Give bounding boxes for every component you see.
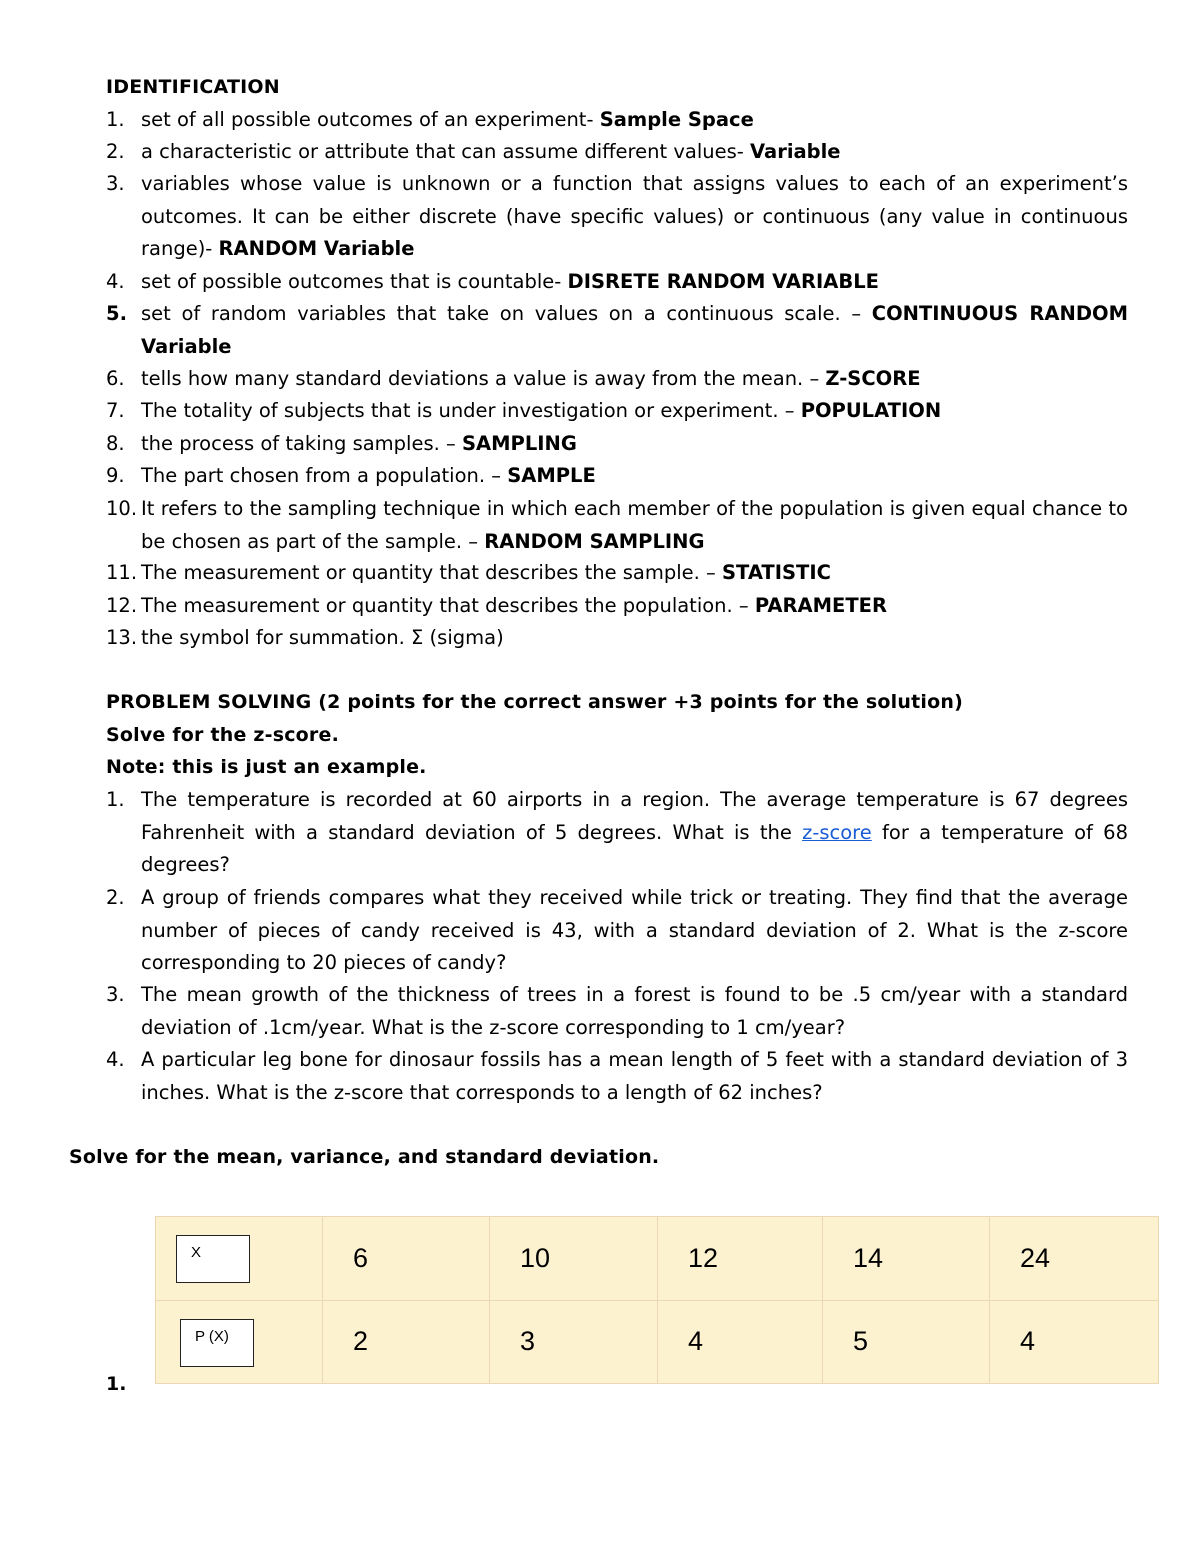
list-item (106, 136, 1128, 169)
list-item (106, 298, 1128, 363)
probability-distribution-table (155, 1216, 1159, 1384)
item-text: The part chosen from a population. – (141, 464, 508, 487)
item-number: 9. (106, 464, 125, 487)
list-item (106, 590, 1128, 623)
distribution-item-number: 1. (106, 1373, 127, 1395)
item-answer: RANDOM SAMPLING (484, 529, 705, 553)
item-answer: PARAMETER (754, 594, 887, 617)
item-text: the process of taking samples. – (141, 432, 462, 455)
list-item (106, 460, 1128, 493)
item-answer: POPULATION (800, 399, 942, 422)
problem-solving-heading: PROBLEM SOLVING (2 points for the correct answer +3 points for the solution) (106, 691, 963, 713)
table-cell: 24 (990, 1217, 1159, 1301)
item-number: 7. (106, 399, 125, 422)
table-cell: 5 (823, 1300, 990, 1384)
identification-heading: IDENTIFICATION (106, 76, 280, 98)
list-item (106, 266, 1128, 299)
px-label-box: P (X) (180, 1319, 254, 1367)
list-item (106, 557, 1128, 590)
item-text: a characteristic or attribute that can assume different values- (141, 140, 751, 163)
table-cell (156, 1300, 323, 1384)
problem-item (106, 1044, 1128, 1109)
problem-item (106, 882, 1128, 980)
item-number: 10. (106, 497, 138, 520)
item-answer: STATISTIC (722, 561, 831, 584)
item-number: 12. (106, 594, 138, 617)
table-cell: 3 (490, 1300, 658, 1384)
item-answer: DISRETE RANDOM VARIABLE (567, 270, 879, 293)
distribution-heading: Solve for the mean, variance, and standard deviation. (69, 1146, 660, 1168)
table-cell: 2 (323, 1300, 490, 1384)
item-text: The measurement or quantity that describes the sample. – (141, 561, 723, 584)
table-cell: 10 (490, 1217, 658, 1301)
table-cell: 4 (658, 1300, 823, 1384)
item-number: 13. (106, 626, 138, 649)
item-text: The measurement or quantity that describes the population. – (141, 594, 755, 617)
item-text: variables whose value is unknown or a function that assigns values to each of an experiment’s outcomes. It can be either discrete (have specific values) or continuous (any value in continuous range)- (141, 172, 1128, 260)
item-answer: SAMPLING (461, 432, 577, 455)
item-text: tells how many standard deviations a value is away from the mean. – (141, 367, 826, 390)
item-number: 6. (106, 367, 125, 390)
item-answer: SAMPLE (507, 464, 596, 487)
item-answer: Sample Space (599, 108, 754, 131)
item-number: 1. (106, 108, 125, 131)
item-answer: Variable (750, 140, 841, 163)
item-text: set of all possible outcomes of an experiment- (141, 108, 600, 131)
table-row (156, 1217, 1159, 1301)
item-text: set of random variables that take on values on a continuous scale. – (141, 302, 872, 325)
list-item (106, 168, 1128, 266)
x-label-box: X (176, 1235, 250, 1283)
problem-item (106, 979, 1128, 1044)
problem-text: The temperature is recorded at 60 airports in a region. The average temperature is 67 degrees Fahrenheit with a standard deviation of 5 degrees. What is the (141, 788, 1128, 844)
problem-text: A particular leg bone for dinosaur fossils has a mean length of 5 feet with a standard deviation of 3 inches. What is the z-score that corresponds to a length of 62 inches? (141, 1048, 1128, 1104)
problem-number: 2. (106, 886, 125, 909)
list-item (106, 428, 1128, 461)
z-score-link[interactable]: z-score (802, 820, 872, 844)
item-number: 2. (106, 140, 125, 163)
table-cell: 4 (990, 1300, 1159, 1384)
problem-solving-note: Note: this is just an example. (106, 756, 427, 778)
problem-number: 4. (106, 1048, 125, 1071)
list-item (106, 363, 1128, 396)
table-cell: 14 (823, 1217, 990, 1301)
problem-text: for a temperature of 68 degrees? (141, 820, 1128, 876)
list-item (106, 104, 1128, 137)
problem-item (106, 784, 1128, 882)
item-number: 4. (106, 270, 125, 293)
item-answer: RANDOM Variable (218, 237, 415, 260)
item-number: 3. (106, 172, 125, 195)
item-text: set of possible outcomes that is countable- (141, 270, 568, 293)
item-answer: Z-SCORE (825, 367, 921, 390)
item-number: 11. (106, 561, 138, 584)
list-item (106, 395, 1128, 428)
problem-number: 1. (106, 788, 125, 811)
table-cell (156, 1217, 323, 1301)
item-text: It refers to the sampling technique in which each member of the population is given equal chance to be chosen as part of the sample. – (141, 497, 1128, 553)
problem-text: A group of friends compares what they received while trick or treating. They find that the average number of pieces of candy received is 43, with a standard deviation of 2. What is the z-score corresponding to 20 pieces of candy? (141, 886, 1128, 974)
list-item (106, 493, 1128, 558)
problem-text: The mean growth of the thickness of trees in a forest is found to be .5 cm/year with a standard deviation of .1cm/year. What is the z-score corresponding to 1 cm/year? (141, 983, 1128, 1039)
item-text: The totality of subjects that is under investigation or experiment. – (141, 399, 801, 422)
table-row (156, 1300, 1159, 1384)
list-item (106, 622, 1128, 655)
problem-solving-subheading: Solve for the z-score. (106, 724, 339, 746)
table-cell: 12 (658, 1217, 823, 1301)
item-text: the symbol for summation. Σ (sigma) (141, 626, 504, 649)
item-answer: CONTINUOUS RANDOM Variable (141, 302, 1128, 358)
problem-number: 3. (106, 983, 125, 1006)
item-number: 5. (106, 302, 127, 325)
table-cell: 6 (323, 1217, 490, 1301)
item-number: 8. (106, 432, 125, 455)
